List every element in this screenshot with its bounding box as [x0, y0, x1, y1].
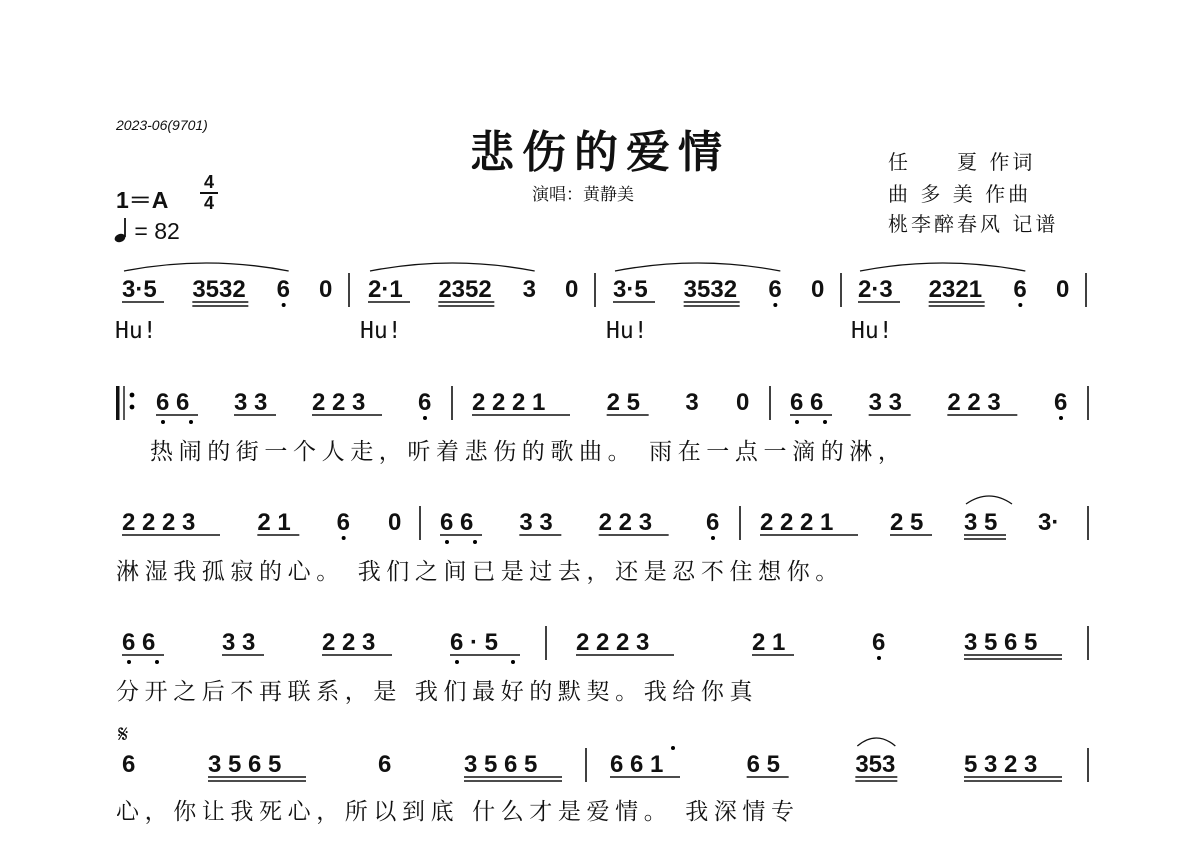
octave-dot — [511, 660, 515, 664]
segno-sign: 𝄋 — [118, 720, 129, 748]
note-group: 0 — [565, 276, 579, 303]
note-group: 6 — [418, 389, 432, 416]
note-group: 2 2 2 1 — [472, 389, 546, 416]
slur-arc — [615, 263, 780, 271]
note-group: 0 — [1056, 276, 1070, 303]
repeat-dot — [130, 393, 135, 398]
lyric-line-1: 热闹的街一个人走，听着悲伤的歌曲。 雨在一点一滴的淋， — [150, 439, 907, 465]
octave-dot — [455, 660, 459, 664]
note-group: 2 2 2 3 — [576, 629, 650, 656]
note-group: 3 3 — [222, 629, 256, 656]
note-group: 2321 — [928, 276, 983, 303]
octave-dot — [823, 420, 827, 424]
note-group: 3 5 6 5 — [964, 629, 1038, 656]
note-group: 3·5 — [613, 276, 648, 303]
note-group: 3 3 — [519, 509, 553, 536]
note-group: 3 — [685, 389, 699, 416]
note-group: 2 5 — [890, 509, 924, 536]
note-group: 6 — [378, 751, 392, 778]
note-group: 2 2 3 — [598, 509, 653, 536]
note-group: 6 6 — [156, 389, 190, 416]
note-group: 6 — [1054, 389, 1068, 416]
note-group: 0 — [319, 276, 333, 303]
octave-dot — [127, 660, 131, 664]
key-signature: 1＝A — [116, 187, 169, 213]
note-group: 3532 — [683, 276, 738, 303]
note-group: 353 — [855, 751, 896, 778]
slur-arc — [966, 496, 1012, 504]
transcriber-credit: 桃李醉春风 记谱 — [888, 212, 1059, 236]
slur-arc — [370, 263, 535, 271]
note-group: 2·1 — [368, 276, 403, 303]
composer-credit: 曲 多 美 作曲 — [888, 182, 1032, 206]
note-group: 6 — [336, 509, 351, 536]
slur-arc — [860, 263, 1025, 271]
note-group: 2 2 3 — [947, 389, 1001, 416]
lyric-line-4: 心，你让我死心，所以到底 什么才是爱情。 我深情专 — [116, 799, 800, 825]
repeat-dot — [130, 405, 135, 410]
octave-dot — [877, 656, 881, 660]
repeat-start-thick-bar — [116, 386, 120, 420]
note-group: 2·3 — [858, 276, 893, 303]
octave-dot — [155, 660, 159, 664]
note-group: 0 — [736, 389, 750, 416]
note-group: 0 — [388, 509, 402, 536]
note-group: 3 5 6 5 — [464, 751, 538, 778]
note-group: 2 1 — [257, 509, 291, 536]
intro-lyric: Hu! — [360, 318, 402, 344]
note-group: 3532 — [192, 276, 246, 303]
octave-dot — [773, 303, 777, 307]
note-group: 6 — [1013, 276, 1027, 303]
note-group: 2 2 3 — [322, 629, 376, 656]
octave-dot — [795, 420, 799, 424]
note-group: 6 — [872, 629, 886, 656]
note-group: 6 — [276, 276, 291, 303]
note-group: 6 — [122, 751, 136, 778]
octave-dot — [282, 303, 286, 307]
octave-dot — [161, 420, 165, 424]
intro-lyric: Hu! — [606, 318, 648, 344]
time-signature-top: 4 — [203, 172, 214, 192]
note-group: 0 — [811, 276, 825, 303]
slur-arc — [857, 738, 895, 746]
time-signature-bottom: 4 — [203, 193, 214, 213]
note-group: 6 — [706, 509, 720, 536]
note-group: 2 2 3 — [312, 389, 366, 416]
octave-dot — [342, 536, 346, 540]
note-group: 6 6 — [122, 629, 156, 656]
note-group: 3· — [1038, 509, 1060, 536]
note-group: 2 5 — [606, 389, 641, 416]
slur-arc — [124, 263, 289, 271]
note-group: 3 — [522, 276, 537, 303]
octave-dot — [1018, 303, 1022, 307]
tempo-value: 82 — [154, 218, 180, 244]
octave-dot — [711, 536, 715, 540]
score-code: 2023-06(9701) — [116, 117, 208, 133]
note-group: 6 — [768, 276, 782, 303]
high-octave-dot — [671, 746, 675, 750]
song-title: 悲伤的爱情 — [470, 127, 730, 178]
note-group: 2 1 — [752, 629, 786, 656]
note-group: 2 2 2 3 — [122, 509, 196, 536]
note-group: 3·5 — [122, 276, 157, 303]
note-group: 3 3 — [868, 389, 903, 416]
intro-lyric: Hu! — [851, 318, 893, 344]
tempo-mark: = 82 — [114, 217, 180, 245]
lyricist-credit: 任 夏 作词 — [888, 150, 1036, 174]
note-group: 2352 — [438, 276, 492, 303]
note-group: 6 6 — [440, 509, 474, 536]
lyric-line-2: 淋湿我孤寂的心。 我们之间已是过去，还是忍不住想你。 — [116, 559, 844, 585]
note-group: 2 2 2 1 — [760, 509, 834, 536]
octave-dot — [473, 540, 477, 544]
octave-dot — [189, 420, 193, 424]
note-group: 3 5 6 5 — [208, 751, 282, 778]
intro-lyric: Hu! — [115, 318, 157, 344]
note-group: 6 5 — [746, 751, 781, 778]
note-group: 6 · 5 — [450, 629, 499, 656]
octave-dot — [1059, 416, 1063, 420]
note-group: 3 3 — [234, 389, 268, 416]
lyric-line-3: 分开之后不再联系，是 我们最好的默契。我给你真 — [116, 679, 759, 705]
note-group: 6 6 — [790, 389, 824, 416]
octave-dot — [423, 416, 427, 420]
note-group: 5 3 2 3 — [964, 751, 1038, 778]
note-group: 3 5 — [964, 509, 998, 536]
octave-dot — [445, 540, 449, 544]
singer-credit: 演唱：黄静美 — [532, 185, 634, 205]
note-group: 6 6 1 — [610, 751, 664, 778]
